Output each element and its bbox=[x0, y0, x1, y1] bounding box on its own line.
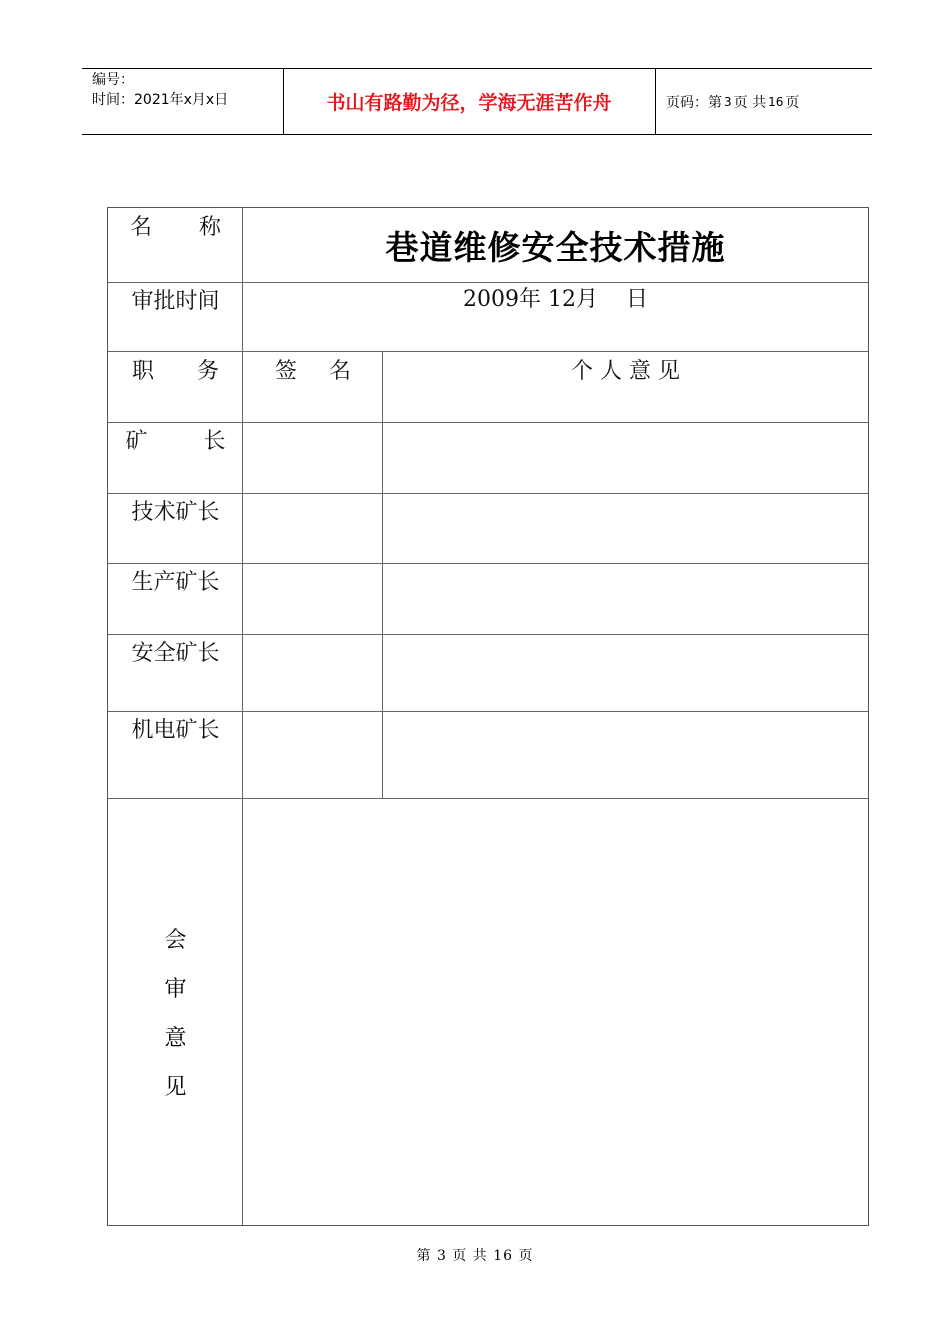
approval-date: 2009年 12月 日 bbox=[463, 287, 648, 312]
number-label: 编号： bbox=[92, 72, 134, 88]
row-rule bbox=[108, 282, 868, 283]
row-rule bbox=[108, 798, 868, 799]
position-header: 职 务 bbox=[132, 359, 219, 384]
row-rule bbox=[108, 563, 868, 564]
header-motto: 书山有路勤为径，学海无涯苦作舟 bbox=[326, 92, 612, 114]
header-page-info bbox=[666, 68, 799, 135]
row-rule bbox=[108, 493, 868, 494]
page-suffix: 页 bbox=[785, 94, 800, 111]
page-prefix: 页码：第 bbox=[666, 94, 722, 111]
page-mid: 页 共 bbox=[733, 94, 767, 111]
page-header bbox=[82, 68, 872, 135]
row-rule bbox=[108, 634, 868, 635]
row-rule bbox=[108, 422, 868, 423]
role-technical-director: 技术矿长 bbox=[131, 500, 220, 525]
approval-form bbox=[107, 207, 869, 1226]
column-rule bbox=[382, 351, 383, 798]
document-title: 巷道维修安全技术措施 bbox=[385, 227, 726, 267]
time-label: 时间：2021年x月x日 bbox=[92, 92, 229, 108]
role-electromechanical-director: 机电矿长 bbox=[131, 718, 220, 743]
role-mine-director: 矿 长 bbox=[125, 429, 226, 454]
opinion-header: 个 人 意 见 bbox=[571, 359, 680, 384]
signature-header: 签 名 bbox=[275, 359, 351, 384]
page-current: 3 bbox=[724, 94, 732, 109]
header-divider-2 bbox=[655, 68, 656, 135]
role-production-director: 生产矿长 bbox=[131, 570, 220, 595]
role-safety-director: 安全矿长 bbox=[131, 641, 220, 666]
row-rule bbox=[108, 351, 868, 352]
name-label: 名 称 bbox=[130, 215, 221, 240]
approval-time-label: 审批时间 bbox=[131, 289, 220, 314]
review-opinion-label: 会 审 意 见 bbox=[164, 927, 187, 1100]
header-meta bbox=[92, 70, 228, 110]
page-footer: 第 3 页 共 16 页 bbox=[416, 1248, 534, 1264]
page-total: 16 bbox=[768, 94, 784, 109]
row-rule bbox=[108, 711, 868, 712]
